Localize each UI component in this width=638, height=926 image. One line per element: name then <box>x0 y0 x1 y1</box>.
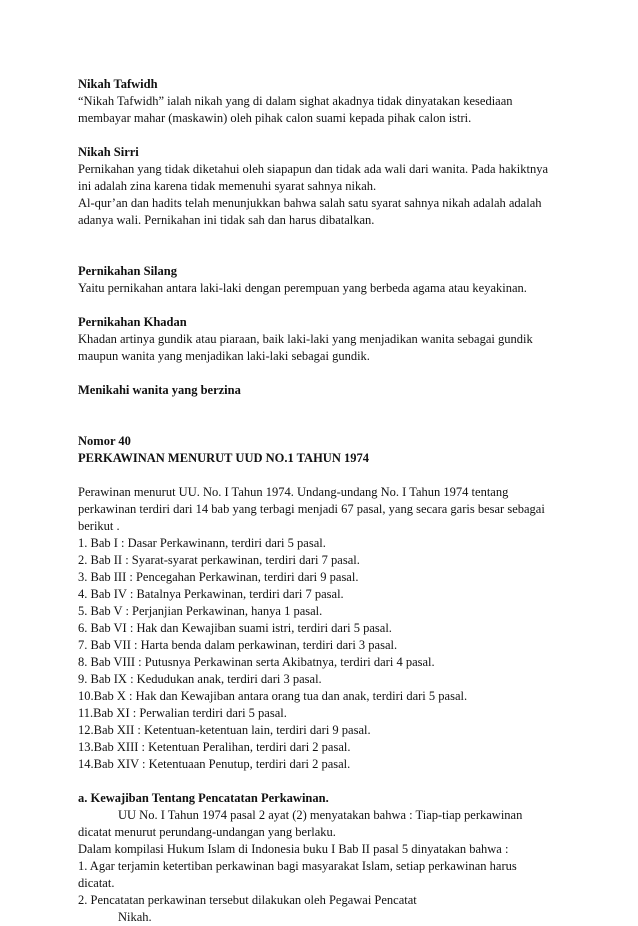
bab-item: 6. Bab VI : Hak dan Kewajiban suami istri, terdiri dari 5 pasal. <box>78 621 392 635</box>
section-heading: Pernikahan Khadan <box>78 315 187 329</box>
bab-item: 10.Bab X : Hak dan Kewajiban antara orang tua dan anak, terdiri dari 5 pasal. <box>78 689 468 703</box>
section-line: membayar mahar (maskawin) oleh pihak calon suami kepada pihak calon istri. <box>78 111 472 125</box>
kewajiban-line: Nikah. <box>118 910 152 924</box>
section-heading: Pernikahan Silang <box>78 264 177 278</box>
intro-line: berikut . <box>78 519 120 533</box>
nomor-section <box>78 433 568 467</box>
bab-item: 13.Bab XIII : Ketentuan Peralihan, terdiri dari 2 pasal. <box>78 740 351 754</box>
section-line: “Nikah Tafwidh” ialah nikah yang di dalam sighat akadnya tidak dinyatakan kesediaan <box>78 94 513 108</box>
bab-item: 14.Bab XIV : Ketentuaan Penutup, terdiri dari 2 pasal. <box>78 757 351 771</box>
definitions <box>78 76 568 399</box>
kewajiban-line: dicatat menurut perundang-undangan yang berlaku. <box>78 825 336 839</box>
kewajiban-heading: a. Kewajiban Tentang Pencatatan Perkawinan. <box>78 791 329 805</box>
section-line: Al-qur’an dan hadits telah menunjukkan bahwa salah satu syarat sahnya nikah adalah adalah <box>78 196 542 210</box>
kewajiban-line: UU No. I Tahun 1974 pasal 2 ayat (2) menyatakan bahwa : Tiap-tiap perkawinan <box>118 808 523 822</box>
bab-item: 5. Bab V : Perjanjian Perkawinan, hanya 1 pasal. <box>78 604 323 618</box>
section-line: Yaitu pernikahan antara laki-laki dengan perempuan yang berbeda agama atau keyakinan. <box>78 281 527 295</box>
kewajiban-line: 1. Agar terjamin ketertiban perkawinan bagi masyarakat Islam, setiap perkawinan harus <box>78 859 517 873</box>
bab-item: 8. Bab VIII : Putusnya Perkawinan serta Akibatnya, terdiri dari 4 pasal. <box>78 655 435 669</box>
document-page <box>78 76 568 926</box>
section-line: maupun wanita yang menjadikan laki-laki sebagai gundik. <box>78 349 370 363</box>
bab-item: 4. Bab IV : Batalnya Perkawinan, terdiri dari 7 pasal. <box>78 587 344 601</box>
section-heading: Nikah Sirri <box>78 145 139 159</box>
bab-item: 12.Bab XII : Ketentuan-ketentuan lain, terdiri dari 9 pasal. <box>78 723 371 737</box>
law-title: PERKAWINAN MENURUT UUD NO.1 TAHUN 1974 <box>78 451 369 465</box>
intro-paragraph <box>78 484 568 773</box>
section-tafwidh <box>78 76 568 127</box>
section-silang <box>78 263 568 297</box>
kewajiban-line: Dalam kompilasi Hukum Islam di Indonesia buku I Bab II pasal 5 dinyatakan bahwa : <box>78 842 509 856</box>
section-heading: Menikahi wanita yang berzina <box>78 383 241 397</box>
bab-list <box>78 535 568 773</box>
section-line: ini adalah zina karena tidak memenuhi syarat sahnya nikah. <box>78 179 377 193</box>
nomor-title: Nomor 40 <box>78 434 131 448</box>
bab-item: 2. Bab II : Syarat-syarat perkawinan, terdiri dari 7 pasal. <box>78 553 360 567</box>
bab-item: 1. Bab I : Dasar Perkawinann, terdiri dari 5 pasal. <box>78 536 326 550</box>
section-sirri <box>78 144 568 229</box>
section-line: Pernikahan yang tidak diketahui oleh siapapun dan tidak ada wali dari wanita. Pada hakiktnya <box>78 162 548 176</box>
section-line: adanya wali. Pernikahan ini tidak sah dan harus dibatalkan. <box>78 213 375 227</box>
bab-item: 9. Bab IX : Kedudukan anak, terdiri dari 3 pasal. <box>78 672 322 686</box>
bab-item: 7. Bab VII : Harta benda dalam perkawinan, terdiri dari 3 pasal. <box>78 638 398 652</box>
section-khadan <box>78 314 568 365</box>
kewajiban-line: 2. Pencatatan perkawinan tersebut dilakukan oleh Pegawai Pencatat <box>78 893 417 907</box>
bab-item: 11.Bab XI : Perwalian terdiri dari 5 pasal. <box>78 706 287 720</box>
intro-line: Perawinan menurut UU. No. I Tahun 1974. Undang-undang No. I Tahun 1974 tentang <box>78 485 509 499</box>
section-line: Khadan artinya gundik atau piaraan, baik laki-laki yang menjadikan wanita sebagai gundik <box>78 332 533 346</box>
intro-line: perkawinan terdiri dari 14 bab yang terbagi menjadi 67 pasal, yang secara garis besar sebagai <box>78 502 545 516</box>
section-berzina <box>78 382 568 399</box>
section-heading: Nikah Tafwidh <box>78 77 158 91</box>
bab-item: 3. Bab III : Pencegahan Perkawinan, terdiri dari 9 pasal. <box>78 570 359 584</box>
kewajiban-section <box>78 790 568 926</box>
kewajiban-line: dicatat. <box>78 876 115 890</box>
